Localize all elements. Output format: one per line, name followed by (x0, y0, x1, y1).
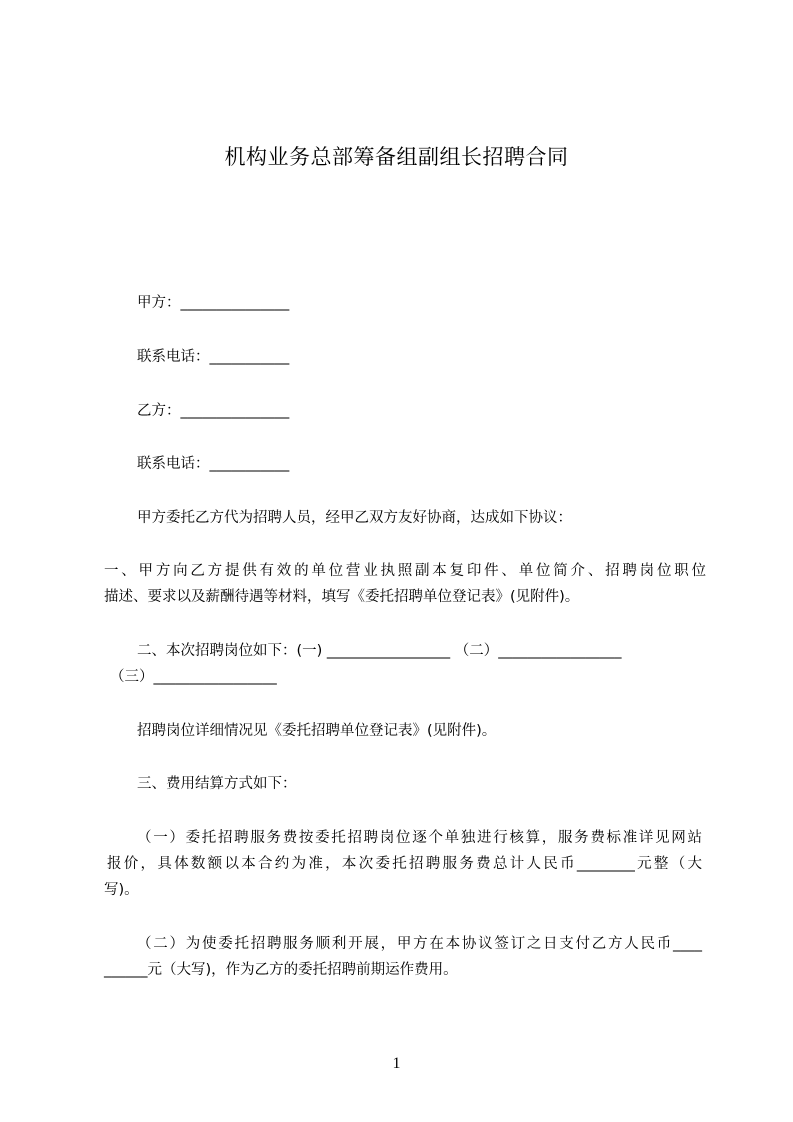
intro-paragraph: 甲方委托乙方代为招聘人员，经甲乙双方友好协商，达成如下协议： (137, 510, 572, 526)
clause-2-note: 招聘岗位详细情况见《委托招聘单位登记表》(见附件)。 (137, 723, 497, 739)
clause-3-heading: 三、费用结算方式如下： (137, 776, 297, 792)
clause-3-1-line-3: 写)。 (104, 882, 139, 898)
clause-1-line-1: 一、甲方向乙方提供有效的单位营业执照副本复印件、单位简介、招聘岗位职位 (104, 563, 706, 579)
clause-3-2-line-2: ______元（大写)，作为乙方的委托招聘前期运作费用。 (104, 962, 458, 978)
document-title: 机构业务总部筹备组副组长招聘合同 (224, 145, 569, 169)
clause-3-1-line-2: 报价，具体数额以本合约为准，本次委托招聘服务费总计人民币________元整（大 (107, 856, 702, 872)
party-b-line: 乙方：_______________ (137, 403, 290, 419)
clause-2-line-2: （三）_________________ (110, 669, 277, 685)
clause-3-2-line-1: （二）为使委托招聘服务顺利开展，甲方在本协议签订之日支付乙方人民币____ (137, 936, 702, 952)
page-number: 1 (392, 1055, 401, 1072)
clause-2-line-1: 二、本次招聘岗位如下：(一) _________________ （二）_________________ (137, 643, 622, 659)
clause-3-1-line-1: （一）委托招聘服务费按委托招聘岗位逐个单独进行核算，服务费标准详见网站 (137, 830, 702, 846)
party-a-line: 甲方：_______________ (137, 295, 290, 311)
party-b-phone-line: 联系电话：___________ (137, 456, 290, 472)
party-a-phone-line: 联系电话：___________ (137, 349, 290, 365)
clause-1-line-2: 描述、要求以及薪酬待遇等材料，填写《委托招聘单位登记表》(见附件)。 (104, 589, 580, 605)
